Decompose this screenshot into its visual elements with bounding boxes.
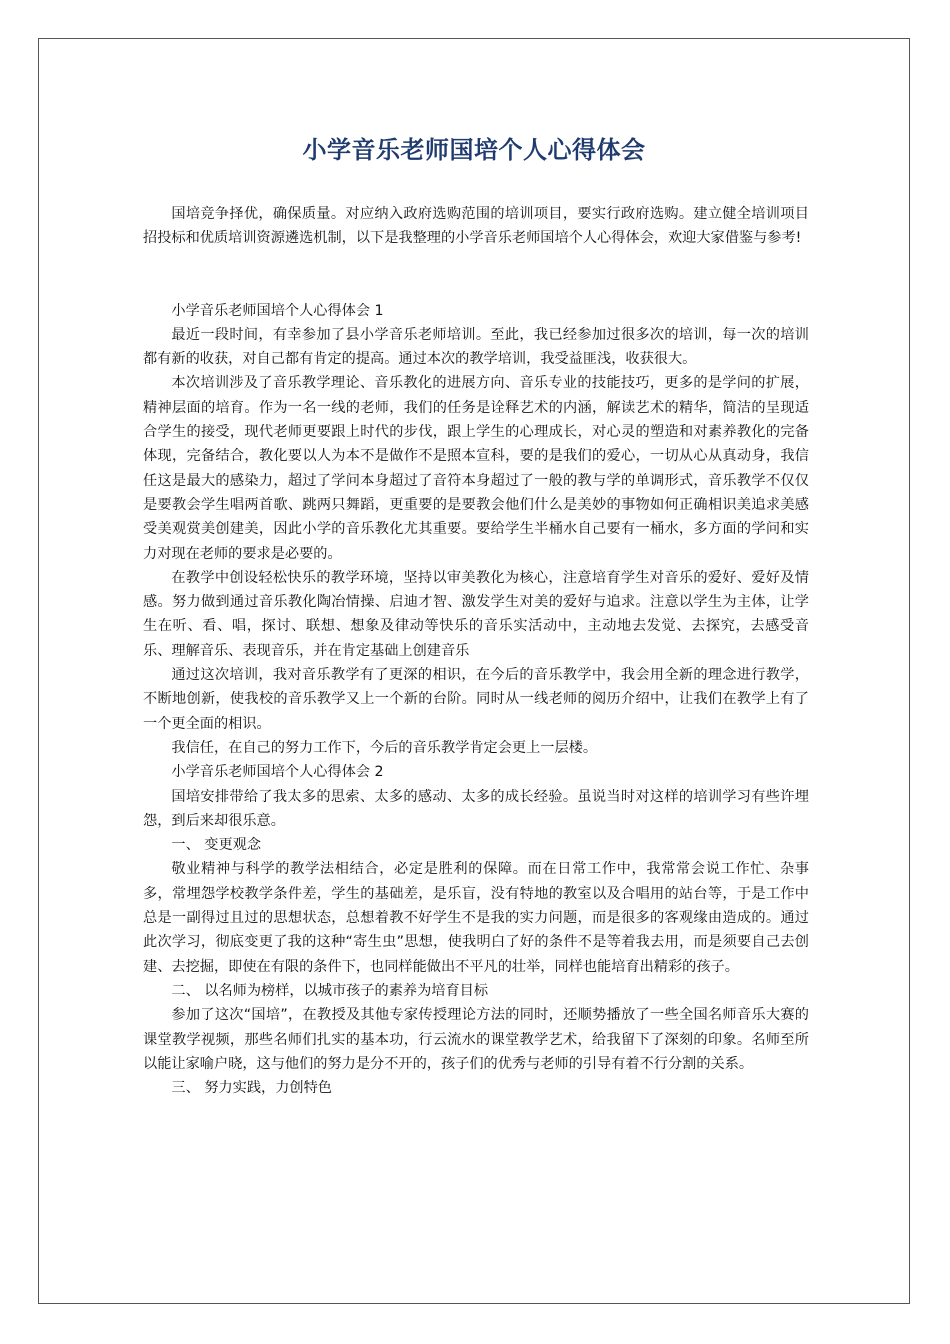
body-paragraph: 国培安排带给了我太多的思索、太多的感动、太多的成长经验。虽说当时对这样的培训学习有些许埋怨，到后来却很乐意。	[143, 788, 809, 829]
document-title: 小学音乐老师国培个人心得体会	[302, 136, 646, 164]
document-body	[143, 202, 809, 1100]
body-paragraph: 参加了这次“国培”，在教授及其他专家传授理论方法的同时，还顺势播放了一些全国名师音乐大赛的课堂教学视频，那些名师们扎实的基本功，行云流水的课堂教学艺术，给我留下了深刻的印象。名师至所以能让家喻户晓，这与他们的努力是分不开的，孩子们的优秀与老师的引导有着不行分割的关系。	[143, 1007, 809, 1072]
subheading-2: 二、 以名师为榜样，以城市孩子的素养为培育目标	[171, 982, 489, 999]
section-heading-1: 小学音乐老师国培个人心得体会 1	[171, 302, 384, 319]
subheading-1: 一、 变更观念	[171, 837, 262, 854]
intro-paragraph: 国培竞争择优，确保质量。对应纳入政府选购范围的培训项目，要实行政府选购。建立健全培训项目招投标和优质培训资源遴选机制，以下是我整理的小学音乐老师国培个人心得体会，欢迎大家借鉴与参考!	[143, 206, 809, 247]
section-heading-2: 小学音乐老师国培个人心得体会 2	[171, 764, 384, 781]
body-paragraph: 本次培训涉及了音乐教学理论、音乐教化的进展方向、音乐专业的技能技巧，更多的是学问的扩展，精神层面的培育。作为一名一线的老师，我们的任务是诠释艺术的内涵，解读艺术的精华，简洁的呈现适合学生的接受，现代老师更要跟上时代的步伐，跟上学生的心理成长，对心灵的塑造和对素养教化的完备体现，完备结合，教化要以人为本不是做作不是照本宣科，要的是我们的爱心，一切从心从真动身，我信任这是最大的感染力，超过了学问本身超过了音符本身超过了一般的教与学的单调形式，音乐教学不仅仅是要教会学生唱两首歌、跳两只舞蹈，更重要的是要教会他们什么是美妙的事物如何正确相识美追求美感受美观赏美创建美，因此小学的音乐教化尤其重要。要给学生半桶水自己要有一桶水，多方面的学问和实力对现在老师的要求是必要的。	[143, 375, 809, 562]
body-paragraph: 我信任，在自己的努力工作下，今后的音乐教学肯定会更上一层楼。	[171, 739, 598, 756]
body-paragraph: 通过这次培训，我对音乐教学有了更深的相识，在今后的音乐教学中，我会用全新的理念进行教学，不断地创新，使我校的音乐教学又上一个新的台阶。同时从一线老师的阅历介绍中，让我们在教学上有了一个更全面的相识。	[143, 667, 809, 732]
body-paragraph: 敬业精神与科学的教学法相结合，必定是胜利的保障。而在日常工作中，我常常会说工作忙、杂事多，常埋怨学校教学条件差，学生的基础差，是乐盲，没有特地的教室以及合唱用的站台等，于是工作中总是一副得过且过的思想状态，总想着教不好学生不是我的实力问题，而是很多的客观缘由造成的。通过此次学习，彻底变更了我的这种“寄生虫”思想，使我明白了好的条件不是等着我去用，而是须要自己去创建、去挖掘，即使在有限的条件下，也同样能做出不平凡的壮举，同样也能培育出精彩的孩子。	[143, 861, 809, 975]
body-paragraph: 在教学中创设轻松快乐的教学环境，坚持以审美教化为核心，注意培育学生对音乐的爱好、爱好及情感。努力做到通过音乐教化陶冶情操、启迪才智、激发学生对美的爱好与追求。注意以学生为主体，让学生在听、看、唱，探讨、联想、想象及律动等快乐的音乐实活动中，主动地去发觉、去探究，去感受音乐、理解音乐、表现音乐，并在肯定基础上创建音乐	[143, 569, 809, 659]
paragraph-spacer	[143, 251, 809, 299]
subheading-3: 三、 努力实践，力创特色	[171, 1080, 332, 1097]
body-paragraph: 最近一段时间，有幸参加了县小学音乐老师培训。至此，我已经参加过很多次的培训，每一次的培训都有新的收获，对自己都有肯定的提高。通过本次的教学培训，我受益匪浅，收获很大。	[143, 326, 809, 368]
